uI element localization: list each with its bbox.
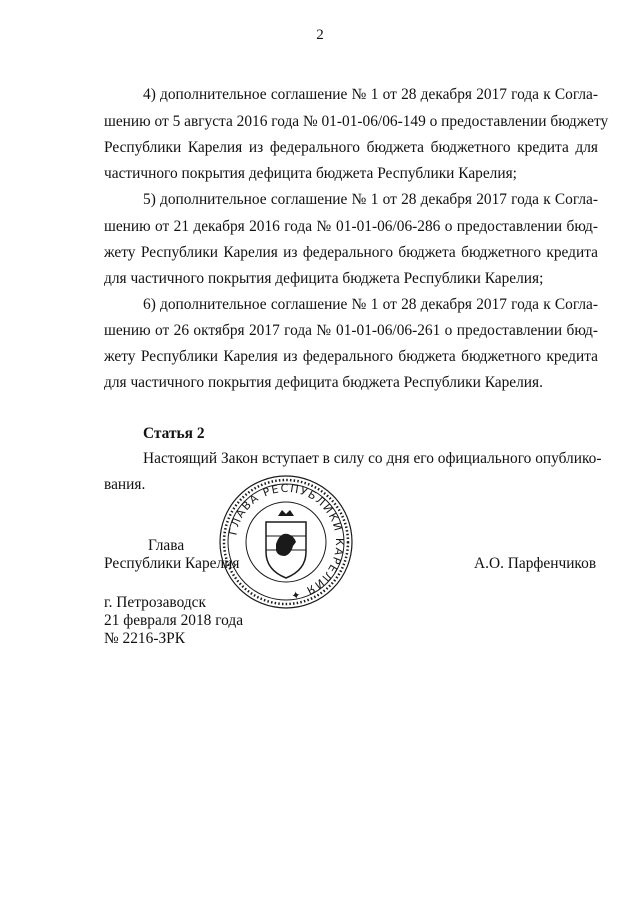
item-4-line-2: шению от 5 августа 2016 года № 01-01-06/06-149 о предоставлении бюджету [104,113,609,130]
item-4-line-4: частичного покрытия дефицита бюджета Республики Карелия; [104,165,517,182]
item-6-line-2: шению от 26 октября 2017 года № 01-01-06/06-261 о предоставлении бюд- [104,322,598,339]
item-5-line-3: жету Республики Карелия из федерального бюджета бюджетного кредита [104,244,598,261]
footer-number: № 2216-ЗРК [104,630,185,647]
item-5-line-2: шению от 21 декабря 2016 года № 01-01-06/06-286 о предоставлении бюд- [104,218,598,235]
article-line-2: вания. [104,476,146,493]
article-heading: Статья 2 [143,425,205,442]
signature-title-line-1: Глава [148,537,185,554]
item-4-line-1: 4) дополнительное соглашение № 1 от 28 декабря 2017 года к Согла- [143,86,598,103]
svg-text:ГЛАВА РЕСПУБЛИКИ КАРЕЛИЯ ✦: ГЛАВА РЕСПУБЛИКИ КАРЕЛИЯ ✦ [226,481,347,603]
page-number: 2 [316,27,324,43]
item-6-line-1: 6) дополнительное соглашение № 1 от 28 декабря 2017 года к Согла- [143,296,598,313]
item-6-line-3: жету Республики Карелия из федерального бюджета бюджетного кредита [104,348,598,365]
article-line-1: Настоящий Закон вступает в силу со дня его официального опублико- [143,450,602,467]
item-6-line-4: для частичного покрытия дефицита бюджета Республики Карелия. [104,374,543,391]
official-seal [218,474,354,610]
item-5-line-1: 5) дополнительное соглашение № 1 от 28 декабря 2017 года к Согла- [143,191,598,208]
footer-city: г. Петрозаводск [104,594,206,611]
item-4-line-3: Республики Карелия из федерального бюджета бюджетного кредита для [104,139,598,156]
signature-name: А.О. Парфенчиков [474,555,597,572]
signature-title-line-2: Республики Карелия [104,555,240,572]
item-5-line-4: для частичного покрытия дефицита бюджета Республики Карелия; [104,270,544,287]
footer-date: 21 февраля 2018 года [104,612,244,629]
